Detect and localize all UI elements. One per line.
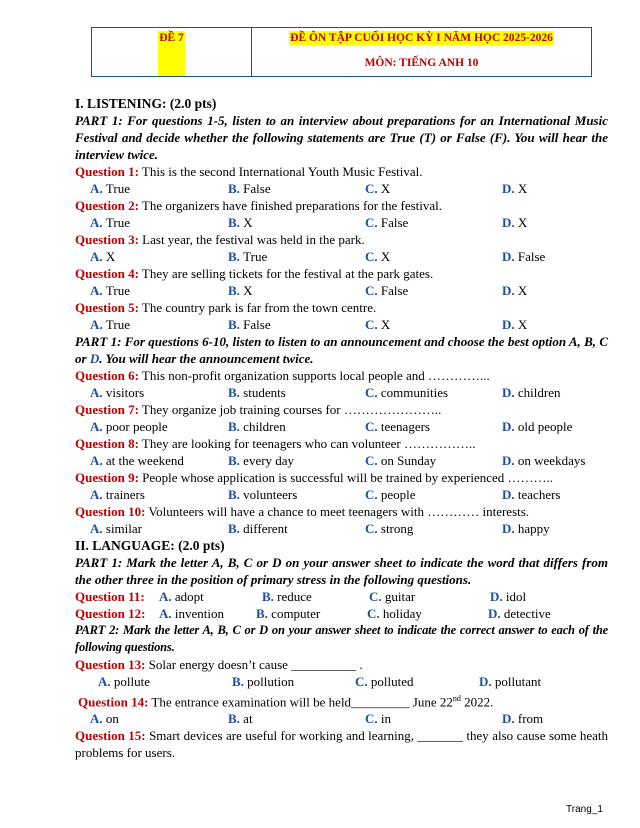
part-stress-instructions: PART 1: Mark the letter A, B, C or D on your answer sheet to indicate the word that differs from the other three in the position of primary stress in the following questions. [75,555,608,587]
question-label: Question 13: [75,657,146,672]
option-a: A. invention [159,606,224,621]
question-text: They are looking for teenagers who can volunteer …………….. [138,436,476,451]
option-a: A. on [90,711,119,727]
question-6 [75,367,608,384]
question-text: This non-profit organization supports local people and …………... [138,368,490,383]
question-text: The country park is far from the town centre. [138,300,377,315]
option-b: B. volunteers [228,487,298,502]
question-10 [75,503,608,520]
option-a: A. trainers [90,487,145,502]
option-b: B. students [228,385,286,400]
question-3 [75,231,608,248]
question-text: People whose application is successful will be trained by experienced ……….. [138,470,554,485]
question-text: The entrance examination will be held_________ June 22 [148,694,453,710]
section-language: II. LANGUAGE: (2.0 pts) [75,538,225,553]
options-14 [75,710,608,727]
option-a: A. True [90,181,130,196]
question-label: Question 10: [75,504,146,519]
question-text: They are selling tickets for the festival at the park gates. [138,266,434,281]
header-title-cell [252,28,591,76]
option-d: D. X [502,181,528,196]
question-text: Solar energy doesn’t cause __________ . [145,657,363,672]
question-14: Question 14: The entrance examination will be held_________ June 22nd 2022. [78,694,494,710]
question-text: They organize job training courses for ………………….. [138,402,442,417]
option-b: B. every day [228,453,295,468]
options-8 [75,452,608,469]
question-13 [75,656,608,673]
question-text: Smart devices are useful for working and learning, _______ they also cause some heath problems for users. [75,728,608,761]
question-text: This is the second International Youth Music Festival. [138,164,423,179]
option-c: C. on Sunday [365,453,437,468]
question-label: Question 9: [75,470,139,485]
question-15 [75,727,608,761]
exam-code: ĐỀ 7 [158,31,185,76]
option-c: C. holiday [367,606,422,621]
exam-content [75,95,608,761]
question-7 [75,401,608,418]
option-a: A. at the weekend [90,453,184,468]
exam-title: ĐỀ ÔN TẬP CUỐI HỌC KỲ I NĂM HỌC 2025-2026 [290,32,553,44]
question-label: Question 5: [75,300,139,315]
options-2 [75,214,608,231]
options-6 [75,384,608,401]
options-1 [75,180,608,197]
question-label: Question 1: [75,164,139,179]
question-11 [75,588,608,605]
option-b: B. different [228,521,288,536]
option-b: B. X [228,283,253,298]
question-label: Question 15: [75,728,146,744]
option-b: B. True [228,249,268,264]
question-text: Last year, the festival was held in the park. [138,232,365,247]
option-d: D. X [502,215,528,230]
part-1b-instructions: PART 1: For questions 6-10, listen to listen to an announcement and choose the best option A, B, C or D. You will hear the announcement twice. [75,334,608,366]
options-4 [75,282,608,299]
question-label: Question 4: [75,266,139,281]
options-5 [75,316,608,333]
option-d: D. X [502,317,528,332]
option-d: D. detective [488,606,551,621]
option-d: D. old people [502,419,573,434]
option-d: D. from [502,711,544,727]
option-c: C. people [365,487,416,502]
question-label: Question 8: [75,436,139,451]
header-table [91,27,592,77]
option-c: C. X [365,317,391,332]
option-a: A. visitors [90,385,145,400]
part-1-instructions: PART 1: For questions 1-5, listen to an interview about preparations for an International Music Festival and decide whether the following statements are True (T) or False (F). You will hear the interview twice. [75,113,608,162]
option-c: C. in [365,711,392,727]
option-d: D. happy [502,521,550,536]
question-label: Question 3: [75,232,139,247]
options-13 [75,673,608,690]
option-a: A. X [90,249,116,264]
option-b: B. pollution [232,674,295,689]
options-9 [75,486,608,503]
options-7 [75,418,608,435]
option-b: B. X [228,215,253,230]
question-text: The organizers have finished preparations for the festival. [138,198,443,213]
option-c: C. communities [365,385,449,400]
option-c: C. X [365,181,391,196]
option-a: A. similar [90,521,142,536]
question-label: Question 11: [75,589,145,604]
question-label: Question 6: [75,368,139,383]
option-d: D. children [502,385,561,400]
option-c: C. teenagers [365,419,430,434]
option-d: D. pollutant [479,674,542,689]
option-c: C. strong [365,521,414,536]
option-d: D. idol [490,589,527,604]
option-d: D. X [502,283,528,298]
option-d: D. False [502,249,546,264]
option-a: A. True [90,215,130,230]
option-b: B. reduce [262,589,312,604]
question-label: Question 2: [75,198,139,213]
question-5 [75,299,608,316]
page-number: Trang_1 [566,804,603,815]
option-b: B. computer [256,606,321,621]
part-2-instructions: PART 2: Mark the letter A, B, C or D on your answer sheet to indicate the correct answer to each of the following questions. [75,623,608,654]
question-text: Volunteers will have a chance to meet teenagers with ………… interests. [145,504,530,519]
question-label: Question 7: [75,402,139,417]
question-12 [75,605,608,622]
options-10 [75,520,608,537]
option-d: D. teachers [502,487,561,502]
question-8 [75,435,608,452]
section-listening: I. LISTENING: (2.0 pts) [75,96,217,111]
question-1 [75,163,608,180]
option-b: B. children [228,419,286,434]
option-c: C. guitar [369,589,416,604]
option-c: C. False [365,283,409,298]
question-9 [75,469,608,486]
option-b: B. False [228,317,271,332]
question-4 [75,265,608,282]
option-b: B. False [228,181,271,196]
exam-subject: MÔN: TIẾNG ANH 10 [364,57,479,69]
option-a: A. adopt [159,589,204,604]
option-c: C. False [365,215,409,230]
question-label: Question 12: [75,606,146,621]
option-a: A. poor people [90,419,168,434]
option-c: C. polluted [355,674,414,689]
option-b: B. at [228,711,253,727]
option-a: A. pollute [98,674,150,689]
question-2 [75,197,608,214]
header-code-cell [92,28,252,76]
options-3 [75,248,608,265]
question-label: Question 14: [78,694,149,710]
option-a: A. True [90,283,130,298]
option-d: D. on weekdays [502,453,586,468]
option-a: A. True [90,317,130,332]
option-c: C. X [365,249,391,264]
